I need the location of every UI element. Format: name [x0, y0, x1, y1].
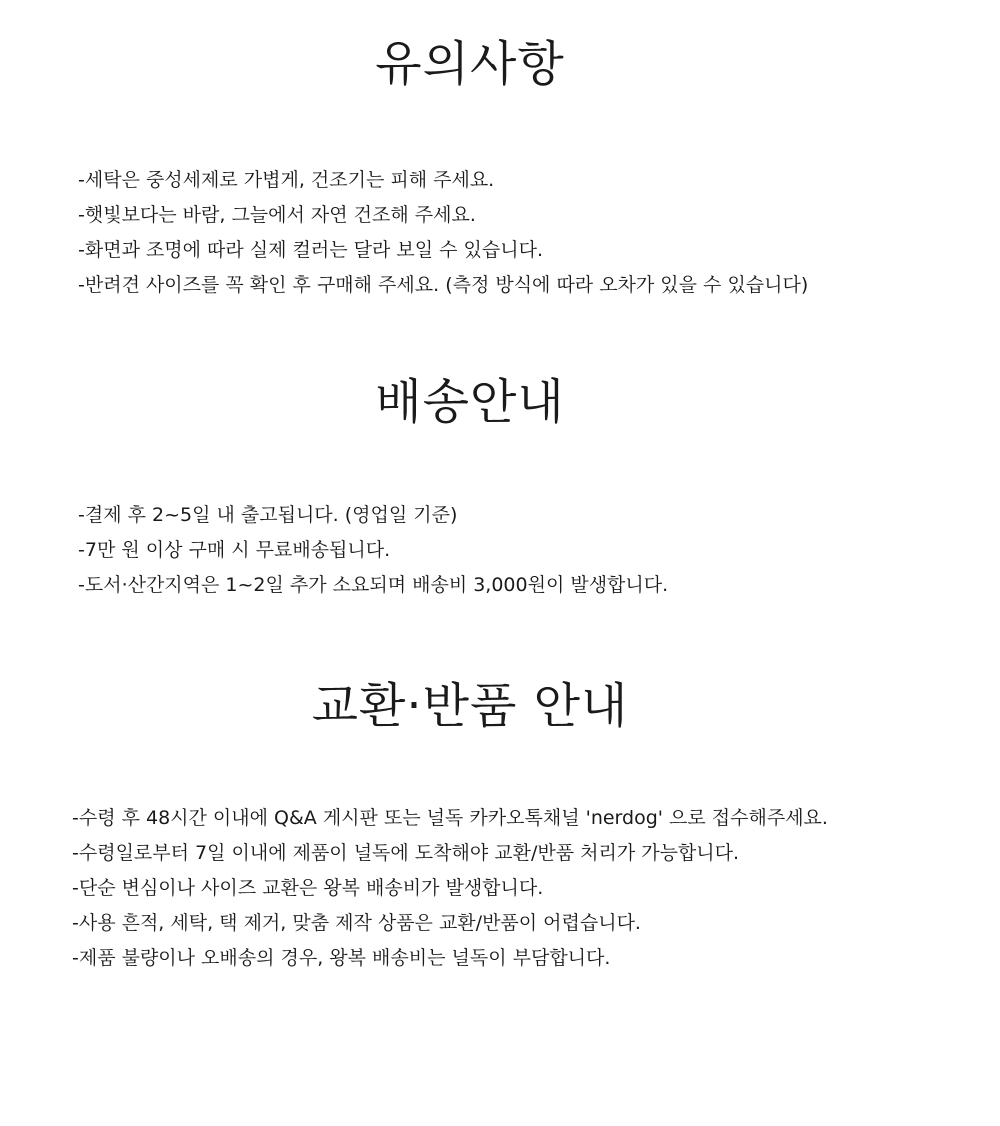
delivery-info-item: -도서·산간지역은 1~2일 추가 소요되며 배송비 3,000원이 발생합니다. — [78, 574, 669, 596]
care-notice-item: -햇빛보다는 바람, 그늘에서 자연 건조해 주세요. — [78, 204, 476, 226]
exchange-return-item: -제품 불량이나 오배송의 경우, 왕복 배송비는 널독이 부담합니다. — [72, 947, 611, 969]
care-notice-item: -반려견 사이즈를 꼭 확인 후 구매해 주세요. (측정 방식에 따라 오차가 있을 수 있습니다) — [78, 274, 809, 296]
exchange-return-item: -수령일로부터 7일 이내에 제품이 널독에 도착해야 교환/반품 처리가 가능합니다. — [72, 842, 740, 864]
delivery-info-item: -7만 원 이상 구매 시 무료배송됩니다. — [78, 539, 391, 561]
delivery-info-item: -결제 후 2~5일 내 출고됩니다. (영업일 기준) — [78, 504, 458, 526]
care-notice-title: 유의사항 — [375, 36, 565, 92]
exchange-return-item: -단순 변심이나 사이즈 교환은 왕복 배송비가 발생합니다. — [72, 877, 544, 899]
care-notice-list — [78, 163, 808, 303]
exchange-return-item: -사용 흔적, 세탁, 택 제거, 맞춤 제작 상품은 교환/반품이 어렵습니다. — [72, 912, 641, 934]
delivery-info-title: 배송안내 — [375, 374, 565, 430]
care-notice-item: -화면과 조명에 따라 실제 컬러는 달라 보일 수 있습니다. — [78, 239, 544, 261]
care-notice-item: -세탁은 중성세제로 가볍게, 건조기는 피해 주세요. — [78, 169, 495, 191]
exchange-return-item: -수령 후 48시간 이내에 Q&A 게시판 또는 널독 카카오톡채널 'nerdog' 으로 접수해주세요. — [72, 807, 828, 829]
exchange-return-title: 교환·반품 안내 — [311, 678, 629, 734]
delivery-info-list — [78, 498, 668, 603]
exchange-return-list — [72, 801, 828, 976]
